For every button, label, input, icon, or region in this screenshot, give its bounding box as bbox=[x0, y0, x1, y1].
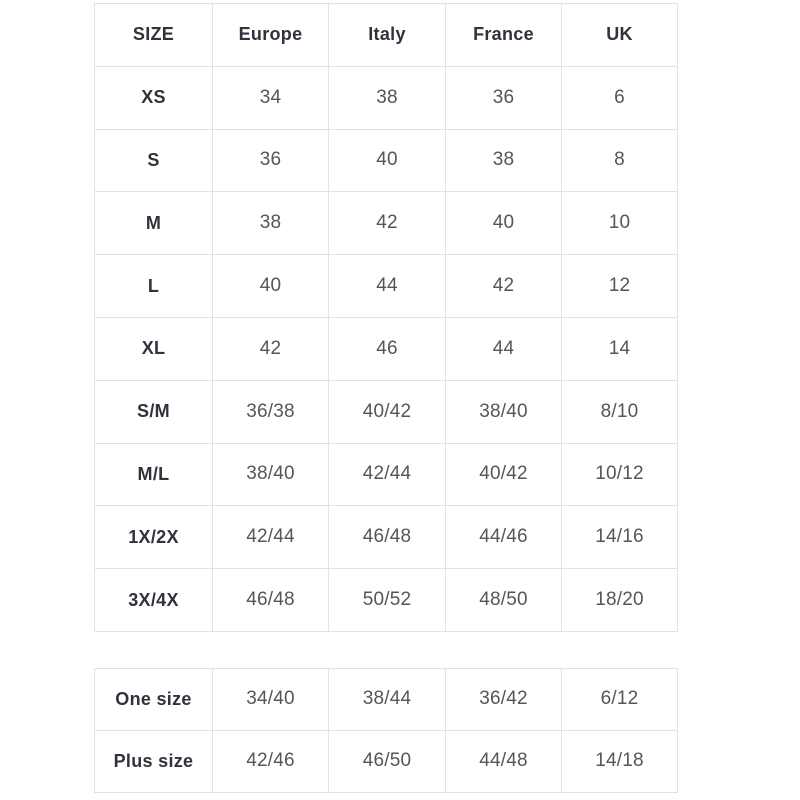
row-label-plus-size: Plus size bbox=[95, 730, 213, 792]
cell-europe: 42/46 bbox=[213, 730, 329, 792]
cell-italy: 40 bbox=[329, 129, 446, 192]
table-row bbox=[95, 668, 678, 730]
cell-europe: 46/48 bbox=[213, 569, 329, 632]
cell-france: 44/48 bbox=[446, 730, 562, 792]
table-row bbox=[95, 317, 678, 380]
cell-france: 38 bbox=[446, 129, 562, 192]
cell-france: 44 bbox=[446, 317, 562, 380]
cell-france: 40/42 bbox=[446, 443, 562, 506]
row-label-xl: XL bbox=[95, 317, 213, 380]
table-row bbox=[95, 380, 678, 443]
col-header-italy: Italy bbox=[329, 4, 446, 67]
cell-italy: 40/42 bbox=[329, 380, 446, 443]
row-label-s: S bbox=[95, 129, 213, 192]
cell-uk: 14/16 bbox=[562, 506, 678, 569]
cell-italy: 46 bbox=[329, 317, 446, 380]
row-label-l: L bbox=[95, 255, 213, 318]
cell-uk: 6 bbox=[562, 66, 678, 129]
cell-uk: 14 bbox=[562, 317, 678, 380]
row-label-xs: XS bbox=[95, 66, 213, 129]
header-row bbox=[95, 4, 678, 67]
col-header-europe: Europe bbox=[213, 4, 329, 67]
cell-italy: 50/52 bbox=[329, 569, 446, 632]
cell-europe: 42 bbox=[213, 317, 329, 380]
table-row bbox=[95, 443, 678, 506]
row-label-one-size: One size bbox=[95, 668, 213, 730]
cell-italy: 44 bbox=[329, 255, 446, 318]
cell-france: 40 bbox=[446, 192, 562, 255]
cell-france: 36 bbox=[446, 66, 562, 129]
cell-europe: 38 bbox=[213, 192, 329, 255]
cell-italy: 46/48 bbox=[329, 506, 446, 569]
special-sizes-table bbox=[94, 668, 678, 793]
cell-france: 48/50 bbox=[446, 569, 562, 632]
cell-uk: 6/12 bbox=[562, 668, 678, 730]
table-row bbox=[95, 129, 678, 192]
cell-europe: 34 bbox=[213, 66, 329, 129]
col-header-france: France bbox=[446, 4, 562, 67]
cell-europe: 38/40 bbox=[213, 443, 329, 506]
row-label-s-m: S/M bbox=[95, 380, 213, 443]
col-header-size: SIZE bbox=[95, 4, 213, 67]
size-conversion-table bbox=[94, 3, 678, 632]
row-label-m: M bbox=[95, 192, 213, 255]
cell-france: 44/46 bbox=[446, 506, 562, 569]
cell-europe: 34/40 bbox=[213, 668, 329, 730]
cell-europe: 36/38 bbox=[213, 380, 329, 443]
cell-uk: 8 bbox=[562, 129, 678, 192]
cell-france: 42 bbox=[446, 255, 562, 318]
cell-europe: 42/44 bbox=[213, 506, 329, 569]
cell-europe: 36 bbox=[213, 129, 329, 192]
row-label-m-l: M/L bbox=[95, 443, 213, 506]
cell-france: 36/42 bbox=[446, 668, 562, 730]
cell-uk: 10 bbox=[562, 192, 678, 255]
table-row bbox=[95, 569, 678, 632]
table-row bbox=[95, 506, 678, 569]
cell-uk: 18/20 bbox=[562, 569, 678, 632]
cell-italy: 42/44 bbox=[329, 443, 446, 506]
cell-uk: 10/12 bbox=[562, 443, 678, 506]
cell-france: 38/40 bbox=[446, 380, 562, 443]
table-row bbox=[95, 192, 678, 255]
row-label-3x-4x: 3X/4X bbox=[95, 569, 213, 632]
cell-italy: 42 bbox=[329, 192, 446, 255]
cell-uk: 12 bbox=[562, 255, 678, 318]
table-row bbox=[95, 255, 678, 318]
cell-italy: 38 bbox=[329, 66, 446, 129]
col-header-uk: UK bbox=[562, 4, 678, 67]
table-row bbox=[95, 730, 678, 792]
cell-uk: 8/10 bbox=[562, 380, 678, 443]
table-row bbox=[95, 66, 678, 129]
cell-italy: 46/50 bbox=[329, 730, 446, 792]
cell-italy: 38/44 bbox=[329, 668, 446, 730]
row-label-1x-2x: 1X/2X bbox=[95, 506, 213, 569]
cell-uk: 14/18 bbox=[562, 730, 678, 792]
cell-europe: 40 bbox=[213, 255, 329, 318]
